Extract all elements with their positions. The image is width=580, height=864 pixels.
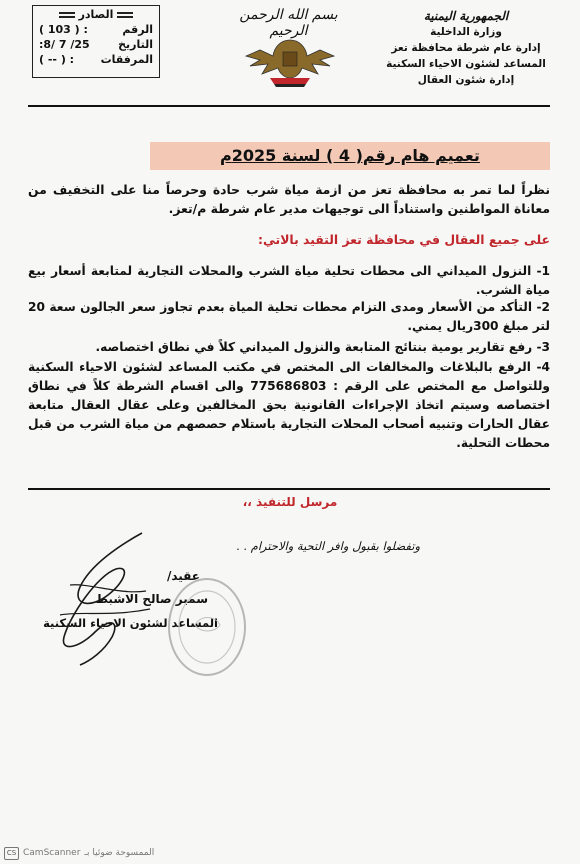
assistant-office: المساعد لشئون الاحياء السكنية (386, 58, 546, 70)
signatory-name: سمير صالح الاشبط (95, 592, 208, 606)
header-divider (28, 105, 550, 107)
closing-line: وتفضلوا بقبول وافر التحية والاحترام . . (236, 539, 420, 553)
rank-label: عقيد/ (166, 569, 200, 583)
yemen-emblem-icon (240, 34, 340, 88)
camscanner-icon: CS (4, 847, 19, 860)
department-name: إدارة شئون العقال (417, 74, 515, 86)
sent-for-execution: مرسل للتنفيذ ،، (242, 495, 338, 509)
number-label: الرقم (122, 23, 153, 36)
intro-paragraph: نظراً لما تمر به محافظة تعز من ازمة مياة شرب حادة وحرصاً منا على التخفيف من معاناة المواطنين واستناداً الى توجيهات مدير عام شرطة م/تعز. (28, 182, 550, 216)
outgoing-reference-box (32, 5, 160, 78)
date-label: التاريخ (118, 38, 153, 51)
list-item-1: 1- النزول الميداني الى محطات تحلية مياة الشرب والمحلات التجارية لمتابعة أسعار بيع مياة الشرب. (28, 264, 550, 297)
list-item-3: 3- رفع تقارير يومية بنتائج المتابعة والنزول الميداني كلاً في نطاق اختصاصه. (95, 340, 550, 354)
date-row (39, 37, 153, 52)
ministry-name: وزارة الداخلية (430, 26, 502, 38)
number-row (39, 22, 153, 37)
republic-name: الجمهورية اليمنية (423, 9, 509, 23)
outgoing-title: الصادر (39, 7, 153, 22)
number-value: : ( 103 ) (39, 23, 88, 36)
attachments-label: المرفقات (100, 53, 153, 66)
list-item-4: 4- الرفع بالبلاغات والمخالفات الى المختص في مكتب المساعد لشئون الاحياء السكنية وللتواصل مع المختص على الرقم : 775686803 والى اقسام الشرطة كلاً في نطاق اختصاصه وسيتم اتخاذ الإجراءات القانونية بحق المخالفين وعلى عقال العقال متابعة عقال الحارات وتنبيه أصحاب المحلات التجارية باستلام حصصهم من مياة الشرب من قبل محطات التحلية. (28, 360, 550, 450)
addressee-line: على جميع العقال في محافظة تعز التقيد بالاتي: (258, 232, 550, 247)
directorate-name: إدارة عام شرطة محافظة تعز (391, 42, 541, 54)
scanner-footer (0, 843, 204, 863)
scanned-note: الممسوحة ضوئيا بـ (84, 848, 155, 858)
attachments-row (39, 52, 153, 67)
date-value: :8/ 7 /25 (39, 38, 90, 51)
attachments-value: : ( -- ) (39, 53, 75, 66)
issuing-authority (386, 8, 546, 88)
scanner-name: CamScanner (23, 848, 81, 858)
content-divider (28, 488, 550, 490)
list-item-2: 2- التأكد من الأسعار ومدى التزام محطات تحلية المياة بعدم تجاوز سعر الجالون سعة 20 لتر مبلغ 300ريال يمني. (28, 300, 550, 333)
basmala: بسم الله الرحمن الرحيم (239, 7, 338, 39)
official-stamp-icon (165, 575, 250, 680)
handwritten-signature-icon (50, 525, 160, 675)
circular-title: تعميم هام رقم( 4 ) لسنة 2025م (150, 142, 550, 170)
signatory-title: المساعد لشئون الاحياء السكنية (43, 616, 218, 630)
